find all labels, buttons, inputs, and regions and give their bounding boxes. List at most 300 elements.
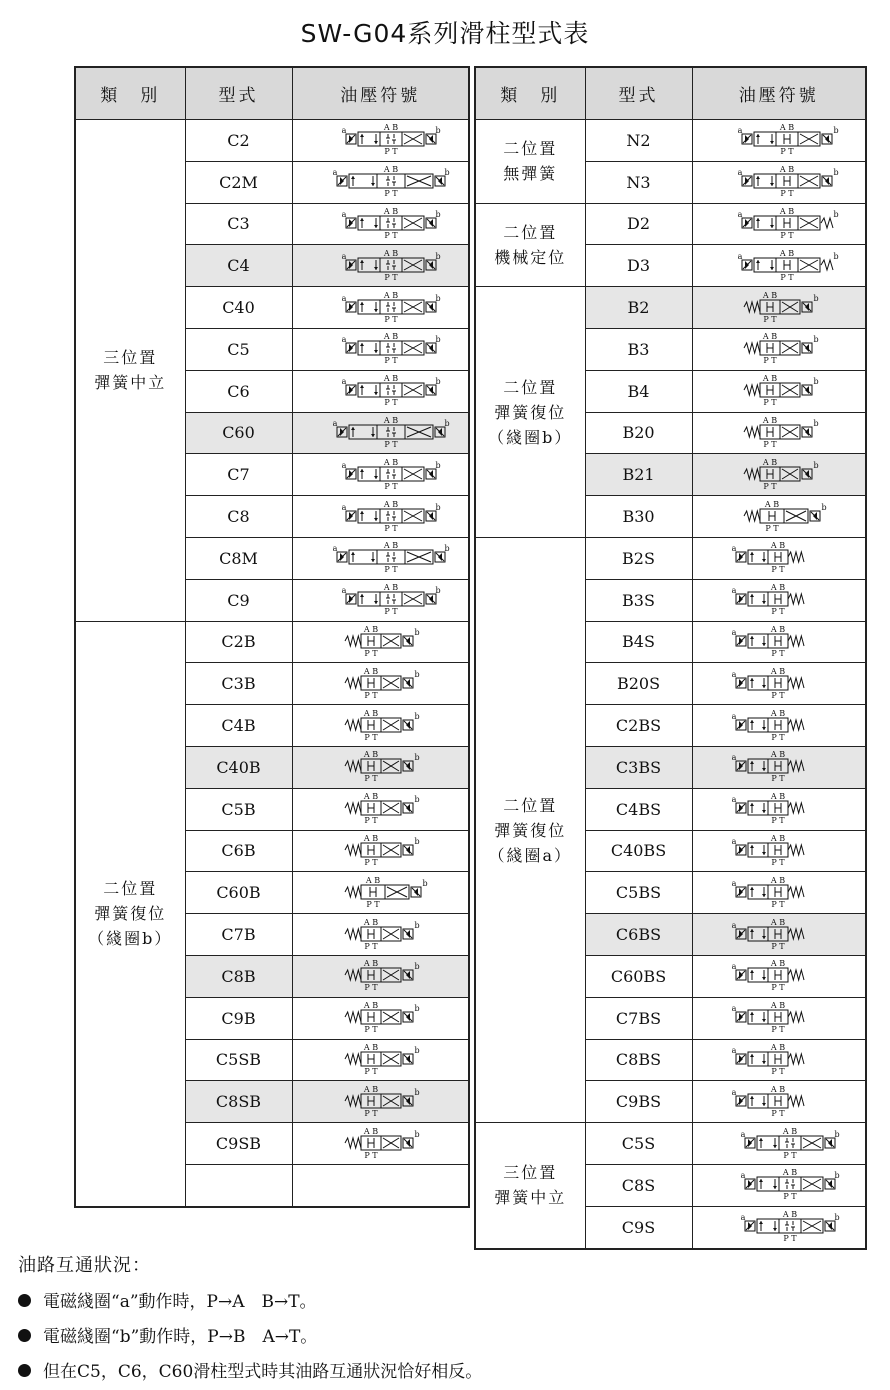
label-sol-b: b bbox=[414, 627, 420, 637]
label-ports-top: A B bbox=[384, 541, 399, 551]
label-ports-bottom: P T bbox=[364, 1066, 378, 1076]
label-sol-b: b bbox=[444, 418, 450, 428]
valve-symbol-icon bbox=[305, 457, 455, 493]
hydraulic-symbol-cell bbox=[692, 454, 866, 496]
label-sol-a: a bbox=[740, 1171, 746, 1181]
label-ports-top: A B bbox=[770, 583, 785, 593]
hydraulic-symbol-cell bbox=[292, 1123, 469, 1165]
label-sol-a: a bbox=[737, 251, 743, 261]
valve-symbol-icon bbox=[704, 1209, 854, 1245]
label-ports-bottom: P T bbox=[364, 648, 378, 658]
note-line bbox=[18, 1320, 878, 1355]
spool-code: C5B bbox=[185, 788, 292, 830]
label-ports-bottom: P T bbox=[384, 607, 398, 617]
label-ports-bottom: P T bbox=[384, 398, 398, 408]
spool-code: C5 bbox=[185, 328, 292, 370]
valve-symbol-icon bbox=[704, 164, 854, 200]
spool-code: C5S bbox=[585, 1123, 692, 1165]
spool-code: B21 bbox=[585, 454, 692, 496]
label-ports-bottom: P T bbox=[384, 356, 398, 366]
label-ports-top: A B bbox=[384, 499, 399, 509]
label-ports-top: A B bbox=[782, 1126, 797, 1136]
label-sol-a: a bbox=[731, 836, 737, 846]
valve-symbol-icon bbox=[704, 833, 854, 869]
label-sol-b: b bbox=[414, 669, 420, 679]
valve-symbol-icon bbox=[305, 666, 455, 702]
valve-symbol-icon bbox=[305, 1000, 455, 1036]
valve-symbol-icon bbox=[704, 331, 854, 367]
label-ports-bottom: P T bbox=[771, 1066, 785, 1076]
label-ports-top: A B bbox=[364, 1001, 379, 1011]
hydraulic-symbol-cell bbox=[692, 914, 866, 956]
category-cell bbox=[475, 287, 585, 538]
valve-symbol-icon bbox=[704, 290, 854, 326]
spool-code: B2S bbox=[585, 537, 692, 579]
spool-code: C5SB bbox=[185, 1039, 292, 1081]
label-ports-top: A B bbox=[770, 917, 785, 927]
spool-code: C7 bbox=[185, 454, 292, 496]
label-ports-bottom: P T bbox=[763, 356, 777, 366]
label-ports-top: A B bbox=[770, 1001, 785, 1011]
label-sol-b: b bbox=[834, 1129, 840, 1139]
valve-symbol-icon bbox=[704, 582, 854, 618]
valve-symbol-icon bbox=[305, 164, 455, 200]
label-ports-top: A B bbox=[364, 708, 379, 718]
valve-symbol-icon bbox=[704, 917, 854, 953]
valve-symbol-icon bbox=[305, 958, 455, 994]
label-ports-bottom: P T bbox=[366, 899, 380, 909]
spool-code: C60B bbox=[185, 872, 292, 914]
label-sol-b: b bbox=[833, 168, 839, 178]
label-ports-bottom: P T bbox=[763, 398, 777, 408]
hydraulic-symbol-cell bbox=[692, 1164, 866, 1206]
label-ports-bottom: P T bbox=[364, 857, 378, 867]
label-sol-a: a bbox=[332, 544, 338, 554]
category-line: 彈簧復位 bbox=[494, 820, 567, 840]
spool-table-right bbox=[474, 66, 867, 1250]
header-symbol: 油壓符號 bbox=[692, 67, 866, 120]
hydraulic-symbol-cell bbox=[292, 579, 469, 621]
valve-symbol-icon bbox=[704, 1126, 854, 1162]
label-sol-a: a bbox=[341, 293, 347, 303]
label-ports-bottom: P T bbox=[771, 899, 785, 909]
hydraulic-symbol-cell bbox=[692, 203, 866, 245]
valve-symbol-icon bbox=[704, 122, 854, 158]
label-ports-top: A B bbox=[770, 708, 785, 718]
hydraulic-symbol-cell bbox=[292, 203, 469, 245]
label-sol-b: b bbox=[813, 335, 819, 345]
label-sol-b: b bbox=[444, 168, 450, 178]
label-sol-b: b bbox=[435, 209, 441, 219]
label-ports-bottom: P T bbox=[384, 439, 398, 449]
label-sol-b: b bbox=[414, 962, 420, 972]
label-ports-top: A B bbox=[770, 541, 785, 551]
label-ports-top: A B bbox=[770, 875, 785, 885]
spool-code: C4B bbox=[185, 705, 292, 747]
label-ports-top: A B bbox=[364, 792, 379, 802]
valve-symbol-icon bbox=[704, 958, 854, 994]
label-sol-a: a bbox=[332, 168, 338, 178]
category-line: 彈簧中立 bbox=[494, 1188, 567, 1208]
valve-symbol-icon bbox=[305, 749, 455, 785]
label-ports-top: A B bbox=[770, 1042, 785, 1052]
hydraulic-symbol-cell bbox=[692, 997, 866, 1039]
note-line bbox=[18, 1285, 878, 1320]
label-sol-a: a bbox=[341, 502, 347, 512]
spool-code: C2M bbox=[185, 161, 292, 203]
spool-code: N3 bbox=[585, 161, 692, 203]
spool-code: B3 bbox=[585, 328, 692, 370]
category-line: 三位置 bbox=[503, 1163, 558, 1183]
valve-symbol-icon bbox=[305, 1084, 455, 1120]
note-line bbox=[18, 1355, 878, 1390]
label-sol-a: a bbox=[731, 1004, 737, 1014]
spool-code: C8SB bbox=[185, 1081, 292, 1123]
label-ports-bottom: P T bbox=[364, 1150, 378, 1160]
table-header-row bbox=[475, 67, 866, 120]
spool-code: D3 bbox=[585, 245, 692, 287]
spool-code: C2BS bbox=[585, 705, 692, 747]
valve-symbol-icon bbox=[305, 875, 455, 911]
label-ports-bottom: P T bbox=[783, 1192, 797, 1202]
label-sol-b: b bbox=[435, 377, 441, 387]
category-line: 彈簧中立 bbox=[94, 373, 167, 393]
note-text: 電磁綫圈“b”動作時，P→B A→T。 bbox=[43, 1327, 318, 1347]
spool-code: C7B bbox=[185, 914, 292, 956]
spool-code: B20 bbox=[585, 412, 692, 454]
hydraulic-symbol-cell bbox=[692, 1206, 866, 1248]
hydraulic-symbol-cell bbox=[692, 120, 866, 162]
label-ports-top: A B bbox=[762, 332, 777, 342]
valve-symbol-icon bbox=[704, 415, 854, 451]
hydraulic-symbol-cell bbox=[692, 245, 866, 287]
label-ports-bottom: P T bbox=[771, 941, 785, 951]
spool-code: C4BS bbox=[585, 788, 692, 830]
hydraulic-symbol-cell bbox=[292, 496, 469, 538]
label-ports-top: A B bbox=[770, 1084, 785, 1094]
valve-symbol-icon bbox=[305, 373, 455, 409]
category-cell bbox=[75, 621, 185, 1207]
spool-code: C40 bbox=[185, 287, 292, 329]
label-ports-top: A B bbox=[782, 1210, 797, 1220]
valve-symbol-icon bbox=[704, 749, 854, 785]
label-sol-a: a bbox=[740, 1129, 746, 1139]
label-ports-bottom: P T bbox=[771, 565, 785, 575]
hydraulic-symbol-cell bbox=[292, 705, 469, 747]
hydraulic-symbol-cell bbox=[692, 955, 866, 997]
label-ports-top: A B bbox=[364, 1084, 379, 1094]
label-sol-a: a bbox=[341, 586, 347, 596]
category-line: （綫圈b） bbox=[88, 929, 173, 949]
label-ports-bottom: P T bbox=[771, 607, 785, 617]
category-line: 二位置 bbox=[503, 377, 558, 397]
hydraulic-symbol-cell bbox=[292, 1164, 469, 1206]
valve-symbol-icon bbox=[704, 1042, 854, 1078]
label-sol-b: b bbox=[813, 293, 819, 303]
label-ports-top: A B bbox=[364, 1042, 379, 1052]
valve-symbol-icon bbox=[704, 1000, 854, 1036]
bullet-icon bbox=[18, 1329, 31, 1342]
label-ports-bottom: P T bbox=[384, 481, 398, 491]
hydraulic-symbol-cell bbox=[692, 872, 866, 914]
notes-heading: 油路互通狀況： bbox=[18, 1255, 151, 1276]
category-line: 無彈簧 bbox=[503, 164, 558, 184]
label-sol-a: a bbox=[341, 251, 347, 261]
table-row bbox=[75, 621, 469, 663]
label-ports-top: A B bbox=[770, 750, 785, 760]
spool-code: C9S bbox=[585, 1206, 692, 1248]
spool-code: D2 bbox=[585, 203, 692, 245]
note-text: 電磁綫圈“a”動作時，P→A B→T。 bbox=[43, 1292, 317, 1312]
label-ports-top: A B bbox=[364, 959, 379, 969]
valve-symbol-icon bbox=[704, 1084, 854, 1120]
label-ports-top: A B bbox=[762, 290, 777, 300]
category-cell bbox=[475, 120, 585, 204]
hydraulic-symbol-cell bbox=[292, 328, 469, 370]
spool-table-left bbox=[74, 66, 470, 1208]
label-ports-bottom: P T bbox=[783, 1150, 797, 1160]
valve-symbol-icon bbox=[305, 1126, 455, 1162]
table-body-right bbox=[475, 120, 866, 1249]
label-ports-top: A B bbox=[364, 750, 379, 760]
spool-code: C5BS bbox=[585, 872, 692, 914]
spool-code: C60BS bbox=[585, 955, 692, 997]
label-sol-a: a bbox=[737, 209, 743, 219]
hydraulic-symbol-cell bbox=[292, 161, 469, 203]
hydraulic-symbol-cell bbox=[692, 161, 866, 203]
label-sol-a: a bbox=[731, 1045, 737, 1055]
label-sol-a: a bbox=[332, 418, 338, 428]
valve-symbol-icon bbox=[305, 331, 455, 367]
valve-symbol-icon bbox=[704, 1167, 854, 1203]
label-ports-bottom: P T bbox=[771, 648, 785, 658]
category-cell bbox=[475, 1123, 585, 1249]
valve-symbol-icon bbox=[305, 248, 455, 284]
hydraulic-symbol-cell bbox=[692, 621, 866, 663]
header-type: 型式 bbox=[585, 67, 692, 120]
label-sol-b: b bbox=[422, 878, 428, 888]
hydraulic-symbol-cell bbox=[292, 663, 469, 705]
category-line: 二位置 bbox=[503, 795, 558, 815]
table-row bbox=[475, 287, 866, 329]
header-category: 類 別 bbox=[75, 67, 185, 120]
hydraulic-symbol-cell bbox=[292, 914, 469, 956]
valve-symbol-icon bbox=[305, 833, 455, 869]
table-row bbox=[475, 120, 866, 162]
valve-symbol-icon bbox=[305, 290, 455, 326]
hydraulic-symbol-cell bbox=[692, 370, 866, 412]
spool-code: C2 bbox=[185, 120, 292, 162]
label-ports-top: A B bbox=[364, 917, 379, 927]
hydraulic-symbol-cell bbox=[292, 120, 469, 162]
spool-code: C4 bbox=[185, 245, 292, 287]
hydraulic-symbol-cell bbox=[692, 663, 866, 705]
hydraulic-symbol-cell bbox=[692, 328, 866, 370]
header-type: 型式 bbox=[185, 67, 292, 120]
hydraulic-symbol-cell bbox=[692, 579, 866, 621]
label-sol-b: b bbox=[414, 1129, 420, 1139]
valve-symbol-icon bbox=[305, 122, 455, 158]
spool-code: C9 bbox=[185, 579, 292, 621]
spool-code: C8M bbox=[185, 537, 292, 579]
spool-code: C6BS bbox=[585, 914, 692, 956]
spool-code: B30 bbox=[585, 496, 692, 538]
label-ports-top: A B bbox=[770, 792, 785, 802]
bullet-icon bbox=[18, 1364, 31, 1377]
label-ports-bottom: P T bbox=[364, 690, 378, 700]
label-ports-bottom: P T bbox=[771, 774, 785, 784]
header-symbol: 油壓符號 bbox=[292, 67, 469, 120]
label-sol-a: a bbox=[731, 1087, 737, 1097]
label-ports-bottom: P T bbox=[783, 1234, 797, 1244]
label-sol-b: b bbox=[435, 502, 441, 512]
label-ports-bottom: P T bbox=[384, 230, 398, 240]
label-ports-top: A B bbox=[384, 332, 399, 342]
spool-code: B20S bbox=[585, 663, 692, 705]
spool-code: B4 bbox=[585, 370, 692, 412]
table-row bbox=[75, 120, 469, 162]
label-ports-top: A B bbox=[770, 833, 785, 843]
hydraulic-symbol-cell bbox=[292, 370, 469, 412]
label-ports-bottom: P T bbox=[780, 189, 794, 199]
category-line: 二位置 bbox=[503, 222, 558, 242]
label-sol-a: a bbox=[731, 920, 737, 930]
spool-code: N2 bbox=[585, 120, 692, 162]
label-sol-a: a bbox=[341, 335, 347, 345]
spool-code: C3B bbox=[185, 663, 292, 705]
label-sol-b: b bbox=[435, 251, 441, 261]
label-ports-bottom: P T bbox=[771, 857, 785, 867]
hydraulic-symbol-cell bbox=[292, 1039, 469, 1081]
hydraulic-symbol-cell bbox=[292, 245, 469, 287]
label-ports-bottom: P T bbox=[765, 523, 779, 533]
valve-symbol-icon bbox=[305, 582, 455, 618]
valve-symbol-icon bbox=[704, 875, 854, 911]
label-ports-top: A B bbox=[364, 1126, 379, 1136]
label-ports-top: A B bbox=[770, 666, 785, 676]
hydraulic-symbol-cell bbox=[692, 287, 866, 329]
label-ports-top: A B bbox=[384, 206, 399, 216]
label-ports-top: A B bbox=[366, 875, 381, 885]
spool-code: C9B bbox=[185, 997, 292, 1039]
label-ports-top: A B bbox=[384, 123, 399, 133]
spool-code: B4S bbox=[585, 621, 692, 663]
spool-code: C7BS bbox=[585, 997, 692, 1039]
label-sol-a: a bbox=[737, 126, 743, 136]
label-ports-bottom: P T bbox=[384, 565, 398, 575]
label-sol-b: b bbox=[813, 377, 819, 387]
label-sol-a: a bbox=[731, 627, 737, 637]
spool-code: C8B bbox=[185, 955, 292, 997]
valve-symbol-icon bbox=[305, 1042, 455, 1078]
label-sol-b: b bbox=[414, 920, 420, 930]
label-sol-b: b bbox=[414, 1045, 420, 1055]
valve-symbol-icon bbox=[704, 206, 854, 242]
label-sol-a: a bbox=[731, 753, 737, 763]
spool-code: B2 bbox=[585, 287, 692, 329]
valve-symbol-icon bbox=[305, 624, 455, 660]
label-sol-a: a bbox=[341, 377, 347, 387]
label-ports-top: A B bbox=[779, 123, 794, 133]
label-sol-b: b bbox=[414, 795, 420, 805]
label-sol-b: b bbox=[414, 1087, 420, 1097]
label-ports-top: A B bbox=[384, 290, 399, 300]
page-title: SW-G04系列滑柱型式表 bbox=[300, 19, 590, 48]
hydraulic-symbol-cell bbox=[292, 1081, 469, 1123]
valve-symbol-icon bbox=[305, 415, 455, 451]
label-ports-bottom: P T bbox=[364, 732, 378, 742]
label-ports-top: A B bbox=[770, 624, 785, 634]
label-ports-bottom: P T bbox=[771, 732, 785, 742]
hydraulic-symbol-cell bbox=[292, 955, 469, 997]
label-ports-top: A B bbox=[779, 206, 794, 216]
label-ports-bottom: P T bbox=[763, 314, 777, 324]
label-ports-bottom: P T bbox=[384, 189, 398, 199]
hydraulic-symbol-cell bbox=[292, 287, 469, 329]
label-ports-bottom: P T bbox=[364, 1025, 378, 1035]
label-sol-b: b bbox=[414, 711, 420, 721]
label-ports-top: A B bbox=[762, 374, 777, 384]
spool-code: C40BS bbox=[585, 830, 692, 872]
flow-notes bbox=[18, 1251, 878, 1390]
label-sol-a: a bbox=[341, 126, 347, 136]
label-ports-top: A B bbox=[384, 165, 399, 175]
label-ports-bottom: P T bbox=[384, 272, 398, 282]
label-sol-b: b bbox=[444, 544, 450, 554]
spool-code: C8 bbox=[185, 496, 292, 538]
spool-code: B3S bbox=[585, 579, 692, 621]
hydraulic-symbol-cell bbox=[692, 1081, 866, 1123]
label-ports-bottom: P T bbox=[771, 690, 785, 700]
hydraulic-symbol-cell bbox=[692, 788, 866, 830]
category-line: 二位置 bbox=[103, 879, 158, 899]
hydraulic-symbol-cell bbox=[692, 496, 866, 538]
hydraulic-symbol-cell bbox=[692, 746, 866, 788]
label-sol-b: b bbox=[833, 209, 839, 219]
hydraulic-symbol-cell bbox=[292, 872, 469, 914]
spool-code: C8BS bbox=[585, 1039, 692, 1081]
category-line: 彈簧復位 bbox=[494, 402, 567, 422]
hydraulic-symbol-cell bbox=[692, 705, 866, 747]
label-sol-a: a bbox=[731, 544, 737, 554]
hydraulic-symbol-cell bbox=[692, 412, 866, 454]
label-ports-top: A B bbox=[782, 1168, 797, 1178]
label-ports-top: A B bbox=[384, 248, 399, 258]
label-sol-b: b bbox=[414, 1004, 420, 1014]
label-ports-top: A B bbox=[762, 415, 777, 425]
category-line: 三位置 bbox=[103, 348, 158, 368]
label-ports-top: A B bbox=[364, 833, 379, 843]
table-header-row bbox=[75, 67, 469, 120]
label-sol-a: a bbox=[731, 711, 737, 721]
hydraulic-symbol-cell bbox=[692, 537, 866, 579]
label-sol-a: a bbox=[731, 878, 737, 888]
label-sol-b: b bbox=[821, 502, 827, 512]
table-body-left bbox=[75, 120, 469, 1207]
valve-symbol-icon bbox=[704, 624, 854, 660]
table-row bbox=[475, 1123, 866, 1165]
hydraulic-symbol-cell bbox=[692, 1039, 866, 1081]
label-sol-b: b bbox=[435, 293, 441, 303]
category-cell bbox=[475, 537, 585, 1122]
label-sol-b: b bbox=[834, 1171, 840, 1181]
label-ports-bottom: P T bbox=[763, 439, 777, 449]
label-sol-a: a bbox=[731, 795, 737, 805]
label-sol-b: b bbox=[435, 335, 441, 345]
label-sol-a: a bbox=[341, 209, 347, 219]
valve-symbol-icon bbox=[305, 708, 455, 744]
bullet-icon bbox=[18, 1294, 31, 1307]
